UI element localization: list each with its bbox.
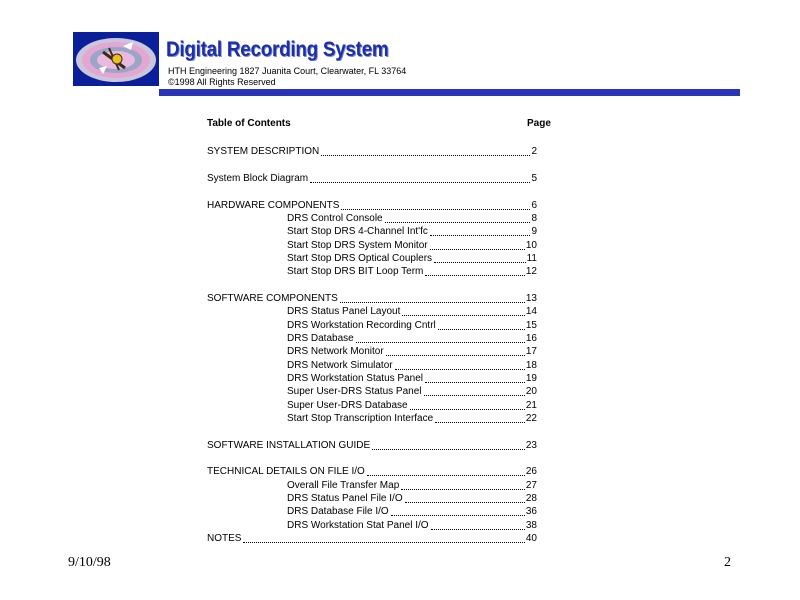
toc-entry-page: 11 bbox=[526, 253, 537, 264]
toc-entry-title: DRS Network Monitor bbox=[287, 346, 384, 357]
toc-entry-page: 15 bbox=[525, 320, 537, 331]
toc-entry-title: Start Stop DRS System Monitor bbox=[287, 240, 428, 251]
recorder-disc-logo-icon bbox=[73, 32, 159, 86]
toc-dot-leader bbox=[402, 315, 525, 316]
toc-entry-page: 26 bbox=[525, 466, 537, 477]
toc-entry bbox=[207, 200, 537, 212]
toc-dot-leader bbox=[341, 209, 530, 210]
toc-entry-title: Start Stop DRS BIT Loop Term bbox=[287, 266, 424, 277]
toc-dot-leader bbox=[405, 502, 525, 503]
toc-entry-title: DRS Workstation Recording Cntrl bbox=[287, 320, 436, 331]
toc-entry bbox=[207, 173, 537, 185]
slide-number: 2 bbox=[724, 555, 731, 570]
toc-entry bbox=[207, 240, 537, 252]
toc-entry-page: 22 bbox=[525, 413, 537, 424]
toc-dot-leader bbox=[386, 355, 525, 356]
toc-entry bbox=[207, 493, 537, 505]
toc-entry-title: Start Stop Transcription Interface bbox=[287, 413, 434, 424]
footer-date: 9/10/98 bbox=[68, 555, 111, 570]
toc-entry bbox=[207, 533, 537, 545]
toc-entry bbox=[207, 440, 537, 452]
toc-entry-page: 21 bbox=[525, 400, 537, 411]
toc-entry-page: 27 bbox=[525, 480, 537, 491]
toc-entry bbox=[207, 386, 537, 398]
toc-entry bbox=[207, 373, 537, 385]
toc-dot-leader bbox=[430, 249, 525, 250]
toc-dot-leader bbox=[310, 182, 530, 183]
toc-dot-leader bbox=[340, 302, 525, 303]
toc-dot-leader bbox=[401, 489, 525, 490]
toc-entry-title: TECHNICAL DETAILS ON FILE I/O bbox=[207, 466, 365, 477]
toc-entry bbox=[207, 306, 537, 318]
toc-entry bbox=[207, 360, 537, 372]
toc-entry-title: DRS Workstation Stat Panel I/O bbox=[287, 520, 429, 531]
toc-entry-title: DRS Network Simulator bbox=[287, 360, 393, 371]
toc-entry-page: 20 bbox=[525, 386, 537, 397]
toc-entry bbox=[207, 466, 537, 478]
toc-entry-title: DRS Database bbox=[287, 333, 354, 344]
toc-entry-page: 12 bbox=[525, 266, 537, 277]
copyright-notice: ©1998 All Rights Reserved bbox=[168, 77, 276, 87]
toc-dot-leader bbox=[434, 262, 526, 263]
toc-dot-leader bbox=[367, 475, 525, 476]
toc-entry bbox=[207, 266, 537, 278]
toc-dot-leader bbox=[356, 342, 525, 343]
toc-entry-page: 16 bbox=[525, 333, 537, 344]
toc-dot-leader bbox=[425, 382, 525, 383]
toc-dot-leader bbox=[430, 235, 530, 236]
toc-dot-leader bbox=[438, 329, 525, 330]
toc-entry-title: SOFTWARE INSTALLATION GUIDE bbox=[207, 440, 371, 451]
toc-entry bbox=[207, 333, 537, 345]
toc-entry-page: 14 bbox=[525, 306, 537, 317]
toc-dot-leader bbox=[425, 275, 525, 276]
toc-entry-title: System Block Diagram bbox=[207, 173, 309, 184]
toc-dot-leader bbox=[321, 155, 530, 156]
toc-entry bbox=[207, 146, 537, 158]
toc-dot-leader bbox=[391, 515, 525, 516]
toc-entry-page: 2 bbox=[531, 146, 537, 157]
toc-entry-page: 6 bbox=[531, 200, 537, 211]
toc-entry bbox=[207, 213, 537, 225]
toc-heading: Table of Contents bbox=[207, 118, 291, 129]
toc-dot-leader bbox=[431, 529, 525, 530]
toc-entry-page: 10 bbox=[525, 240, 537, 251]
toc-entry-title: Overall File Transfer Map bbox=[287, 480, 400, 491]
toc-dot-leader bbox=[243, 542, 525, 543]
toc-dot-leader bbox=[385, 222, 530, 223]
toc-dot-leader bbox=[410, 409, 525, 410]
toc-entry-page: 19 bbox=[525, 373, 537, 384]
toc-entry-page: 17 bbox=[525, 346, 537, 357]
toc-entry-page: 9 bbox=[531, 226, 537, 237]
toc-entry bbox=[207, 346, 537, 358]
toc-entry-page: 5 bbox=[531, 173, 537, 184]
toc-entry-page: 36 bbox=[525, 506, 537, 517]
toc-entry-title: SOFTWARE COMPONENTS bbox=[207, 293, 338, 304]
toc-dot-leader bbox=[424, 395, 525, 396]
toc-dot-leader bbox=[372, 449, 525, 450]
toc-page-heading: Page bbox=[527, 118, 551, 129]
toc-entry-page: 40 bbox=[525, 533, 537, 544]
toc-entry-title: DRS Status Panel Layout bbox=[287, 306, 401, 317]
toc-entry-title: DRS Database File I/O bbox=[287, 506, 389, 517]
toc-entry-title: Start Stop DRS 4-Channel Int'fc bbox=[287, 226, 428, 237]
toc-entry-title: Super User-DRS Database bbox=[287, 400, 408, 411]
toc-entry-title: SYSTEM DESCRIPTION bbox=[207, 146, 320, 157]
document-title: Digital Recording System bbox=[166, 38, 389, 61]
toc-dot-leader bbox=[435, 422, 525, 423]
toc-entry bbox=[207, 293, 537, 305]
toc-entry-title: Start Stop DRS Optical Couplers bbox=[287, 253, 433, 264]
toc-entry-title: Super User-DRS Status Panel bbox=[287, 386, 422, 397]
company-address: HTH Engineering 1827 Juanita Court, Clearwater, FL 33764 bbox=[168, 66, 407, 76]
toc-entry-title: DRS Control Console bbox=[287, 213, 383, 224]
toc-entry bbox=[207, 320, 537, 332]
toc-entry bbox=[207, 413, 537, 425]
toc-entry-page: 28 bbox=[525, 493, 537, 504]
toc-entry-title: DRS Workstation Status Panel bbox=[287, 373, 423, 384]
toc-dot-leader bbox=[395, 369, 525, 370]
toc-entry-page: 23 bbox=[525, 440, 537, 451]
toc-entry bbox=[207, 400, 537, 412]
toc-entry-title: HARDWARE COMPONENTS bbox=[207, 200, 340, 211]
toc-entry bbox=[207, 520, 537, 532]
toc-entry-page: 13 bbox=[525, 293, 537, 304]
header-divider bbox=[159, 89, 740, 96]
toc-entry bbox=[207, 506, 537, 518]
toc-entry-page: 8 bbox=[531, 213, 537, 224]
toc-entry bbox=[207, 480, 537, 492]
toc-entry-title: DRS Status Panel File I/O bbox=[287, 493, 403, 504]
toc-entry-title: NOTES bbox=[207, 533, 242, 544]
toc-entry-page: 18 bbox=[525, 360, 537, 371]
toc-entry bbox=[207, 253, 537, 265]
toc-entry-page: 38 bbox=[525, 520, 537, 531]
toc-entry bbox=[207, 226, 537, 238]
